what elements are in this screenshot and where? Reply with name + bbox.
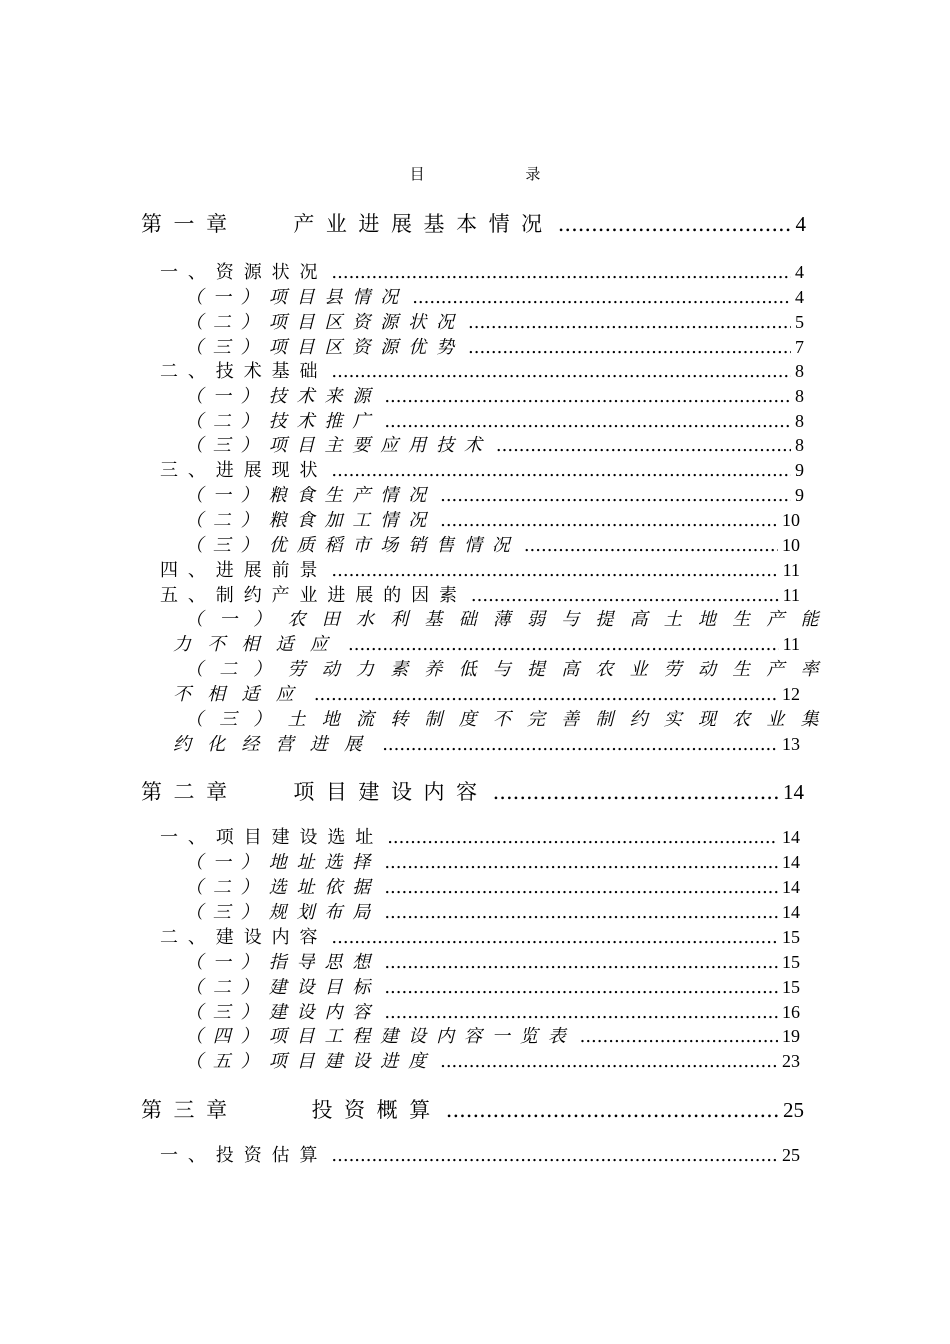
toc-entry[interactable] xyxy=(185,1022,800,1048)
toc-entry-label: 第三章 投资概算 xyxy=(141,1098,442,1122)
toc-page-number: 25 xyxy=(782,1145,800,1165)
toc-entry-label: 第一章 产业进展基本情况 xyxy=(141,212,554,236)
toc-entry-label: （一）地址选择 xyxy=(185,852,381,873)
toc-entry[interactable] xyxy=(185,1047,800,1073)
toc-entry-label-line1: （二）劳动力素养低与提高农业劳动生产率 xyxy=(185,659,835,680)
toc-entry-label-line1: （三）土地流转制度不完善制约实现农业集 xyxy=(185,709,835,730)
toc-leader-dots xyxy=(493,780,779,804)
toc-page-number: 13 xyxy=(782,734,800,754)
toc-page-number: 9 xyxy=(795,485,804,505)
toc-page-number: 14 xyxy=(782,877,800,897)
toc-leader-dots xyxy=(384,852,778,873)
toc-entry[interactable] xyxy=(173,730,800,756)
toc-page-number: 14 xyxy=(782,827,800,847)
toc-leader-dots xyxy=(496,435,791,456)
toc-page-number: 8 xyxy=(795,411,804,431)
toc-leader-dots xyxy=(331,560,778,581)
toc-leader-dots xyxy=(446,1098,779,1122)
toc-leader-dots xyxy=(331,1145,778,1166)
toc-entry[interactable] xyxy=(185,481,804,507)
toc-entry[interactable] xyxy=(160,581,800,607)
toc-page-number: 10 xyxy=(782,510,800,530)
toc-page-number: 14 xyxy=(782,852,800,872)
toc-entry[interactable] xyxy=(185,898,800,924)
toc-page-number: 25 xyxy=(783,1098,804,1122)
toc-leader-dots xyxy=(580,1026,778,1047)
toc-entry[interactable] xyxy=(185,283,804,309)
toc-page-number: 12 xyxy=(782,684,800,704)
toc-entry[interactable] xyxy=(173,680,800,706)
toc-entry[interactable] xyxy=(173,630,800,656)
toc-leader-dots xyxy=(468,312,791,333)
toc-leader-dots xyxy=(471,585,779,606)
toc-entry[interactable] xyxy=(185,431,804,457)
toc-entry-label: 三、进展现状 xyxy=(160,460,328,481)
toc-entry-label: 五、制约产业进展的因素 xyxy=(160,585,467,606)
toc-leader-dots xyxy=(524,535,778,556)
toc-leader-dots xyxy=(412,287,791,308)
toc-page-number: 5 xyxy=(795,312,804,332)
toc-page-number: 10 xyxy=(782,535,800,555)
toc-page-number: 4 xyxy=(795,212,806,236)
toc-entry-label: （三）优质稻市场销售情况 xyxy=(185,535,520,556)
toc-entry-label: （二）项目区资源状况 xyxy=(185,312,464,333)
toc-entry-label: 一、项目建设选址 xyxy=(160,827,384,848)
toc-page-number: 9 xyxy=(795,460,804,480)
toc-page-number: 11 xyxy=(782,560,800,580)
toc-entry-label: （一）项目县情况 xyxy=(185,287,409,308)
toc-entry-label: （三）建设内容 xyxy=(185,1002,381,1023)
toc-entry[interactable] xyxy=(185,948,800,974)
toc-entry-label: （一）指导思想 xyxy=(185,952,381,973)
toc-leader-dots xyxy=(384,386,791,407)
toc-entry-label: 一、资源状况 xyxy=(160,262,328,283)
toc-entry-label: （三）规划布局 xyxy=(185,902,381,923)
toc-page-number: 8 xyxy=(795,435,804,455)
toc-entry[interactable] xyxy=(185,382,804,408)
toc-entry-label: 第二章 项目建设内容 xyxy=(141,780,489,804)
toc-leader-dots xyxy=(440,510,778,531)
toc-entry-label: 四、进展前景 xyxy=(160,560,328,581)
toc-entry[interactable] xyxy=(185,308,804,334)
toc-entry[interactable] xyxy=(160,923,800,949)
toc-page-number: 4 xyxy=(795,262,804,282)
toc-entry[interactable] xyxy=(185,333,804,359)
toc-page-number: 15 xyxy=(782,977,800,997)
toc-entry[interactable] xyxy=(185,973,800,999)
toc-entry[interactable] xyxy=(185,506,800,532)
toc-leader-dots xyxy=(384,952,778,973)
toc-page-number: 14 xyxy=(783,780,804,804)
toc-page-number: 19 xyxy=(782,1026,800,1046)
toc-entry-label: （五）项目建设进度 xyxy=(185,1051,437,1072)
toc-leader-dots xyxy=(314,684,778,705)
toc-entry[interactable] xyxy=(141,208,806,238)
toc-page-number: 11 xyxy=(782,585,800,605)
toc-entry-label: （四）项目工程建设内容一览表 xyxy=(185,1026,576,1047)
toc-entry-label: （二）选址依据 xyxy=(185,877,381,898)
toc-entry-label: 不相适应 xyxy=(173,684,310,705)
toc-leader-dots xyxy=(348,634,779,655)
toc-leader-dots xyxy=(331,460,791,481)
toc-title: 目 录 xyxy=(409,165,589,183)
toc-leader-dots xyxy=(384,877,778,898)
toc-entry-label: 力不相适应 xyxy=(173,634,344,655)
toc-entry[interactable] xyxy=(160,258,804,284)
toc-entry[interactable] xyxy=(185,848,800,874)
toc-entry-label: （一）粮食生产情况 xyxy=(185,485,437,506)
toc-entry[interactable] xyxy=(160,556,800,582)
toc-entry-label: 一、投资估算 xyxy=(160,1145,328,1166)
toc-entry[interactable] xyxy=(160,1141,800,1167)
toc-entry[interactable] xyxy=(141,1094,804,1124)
toc-leader-dots xyxy=(440,1051,778,1072)
toc-leader-dots xyxy=(440,485,791,506)
toc-entry-label: （二）技术推广 xyxy=(185,411,381,432)
toc-entry-label: （三）项目主要应用技术 xyxy=(185,435,492,456)
toc-leader-dots xyxy=(384,411,791,432)
toc-leader-dots xyxy=(382,734,778,755)
toc-page-number: 14 xyxy=(782,902,800,922)
toc-entry-label: 二、技术基础 xyxy=(160,361,328,382)
toc-entry[interactable] xyxy=(185,873,800,899)
toc-entry[interactable] xyxy=(185,407,804,433)
toc-entry-label: （一）技术来源 xyxy=(185,386,381,407)
toc-leader-dots xyxy=(387,827,778,848)
toc-leader-dots xyxy=(384,1002,778,1023)
toc-entry-label: （二）建设目标 xyxy=(185,977,381,998)
toc-entry-label: 约化经营进展 xyxy=(173,734,379,755)
toc-leader-dots xyxy=(331,361,791,382)
toc-page-number: 15 xyxy=(782,952,800,972)
toc-leader-dots xyxy=(468,337,791,358)
toc-page-number: 4 xyxy=(795,287,804,307)
toc-entry-label: （二）粮食加工情况 xyxy=(185,510,437,531)
toc-page-number: 23 xyxy=(782,1051,800,1071)
toc-entry[interactable] xyxy=(185,531,800,557)
toc-page-number: 15 xyxy=(782,927,800,947)
toc-entry-label-line1: （一）农田水利基础薄弱与提高土地生产能 xyxy=(185,609,835,630)
toc-leader-dots xyxy=(331,927,778,948)
toc-page-number: 8 xyxy=(795,361,804,381)
toc-entry[interactable] xyxy=(141,776,804,806)
toc-page-number: 16 xyxy=(782,1002,800,1022)
toc-leader-dots xyxy=(384,977,778,998)
toc-leader-dots xyxy=(558,212,792,236)
toc-entry-label: （三）项目区资源优势 xyxy=(185,337,464,358)
toc-entry[interactable] xyxy=(185,998,800,1024)
toc-entry[interactable] xyxy=(160,456,804,482)
toc-leader-dots xyxy=(331,262,791,283)
toc-page-number: 8 xyxy=(795,386,804,406)
toc-leader-dots xyxy=(384,902,778,923)
toc-page-number: 7 xyxy=(795,337,804,357)
toc-entry[interactable] xyxy=(160,357,804,383)
toc-page-number: 11 xyxy=(782,634,800,654)
toc-entry-label: 二、建设内容 xyxy=(160,927,328,948)
toc-entry[interactable] xyxy=(160,823,800,849)
